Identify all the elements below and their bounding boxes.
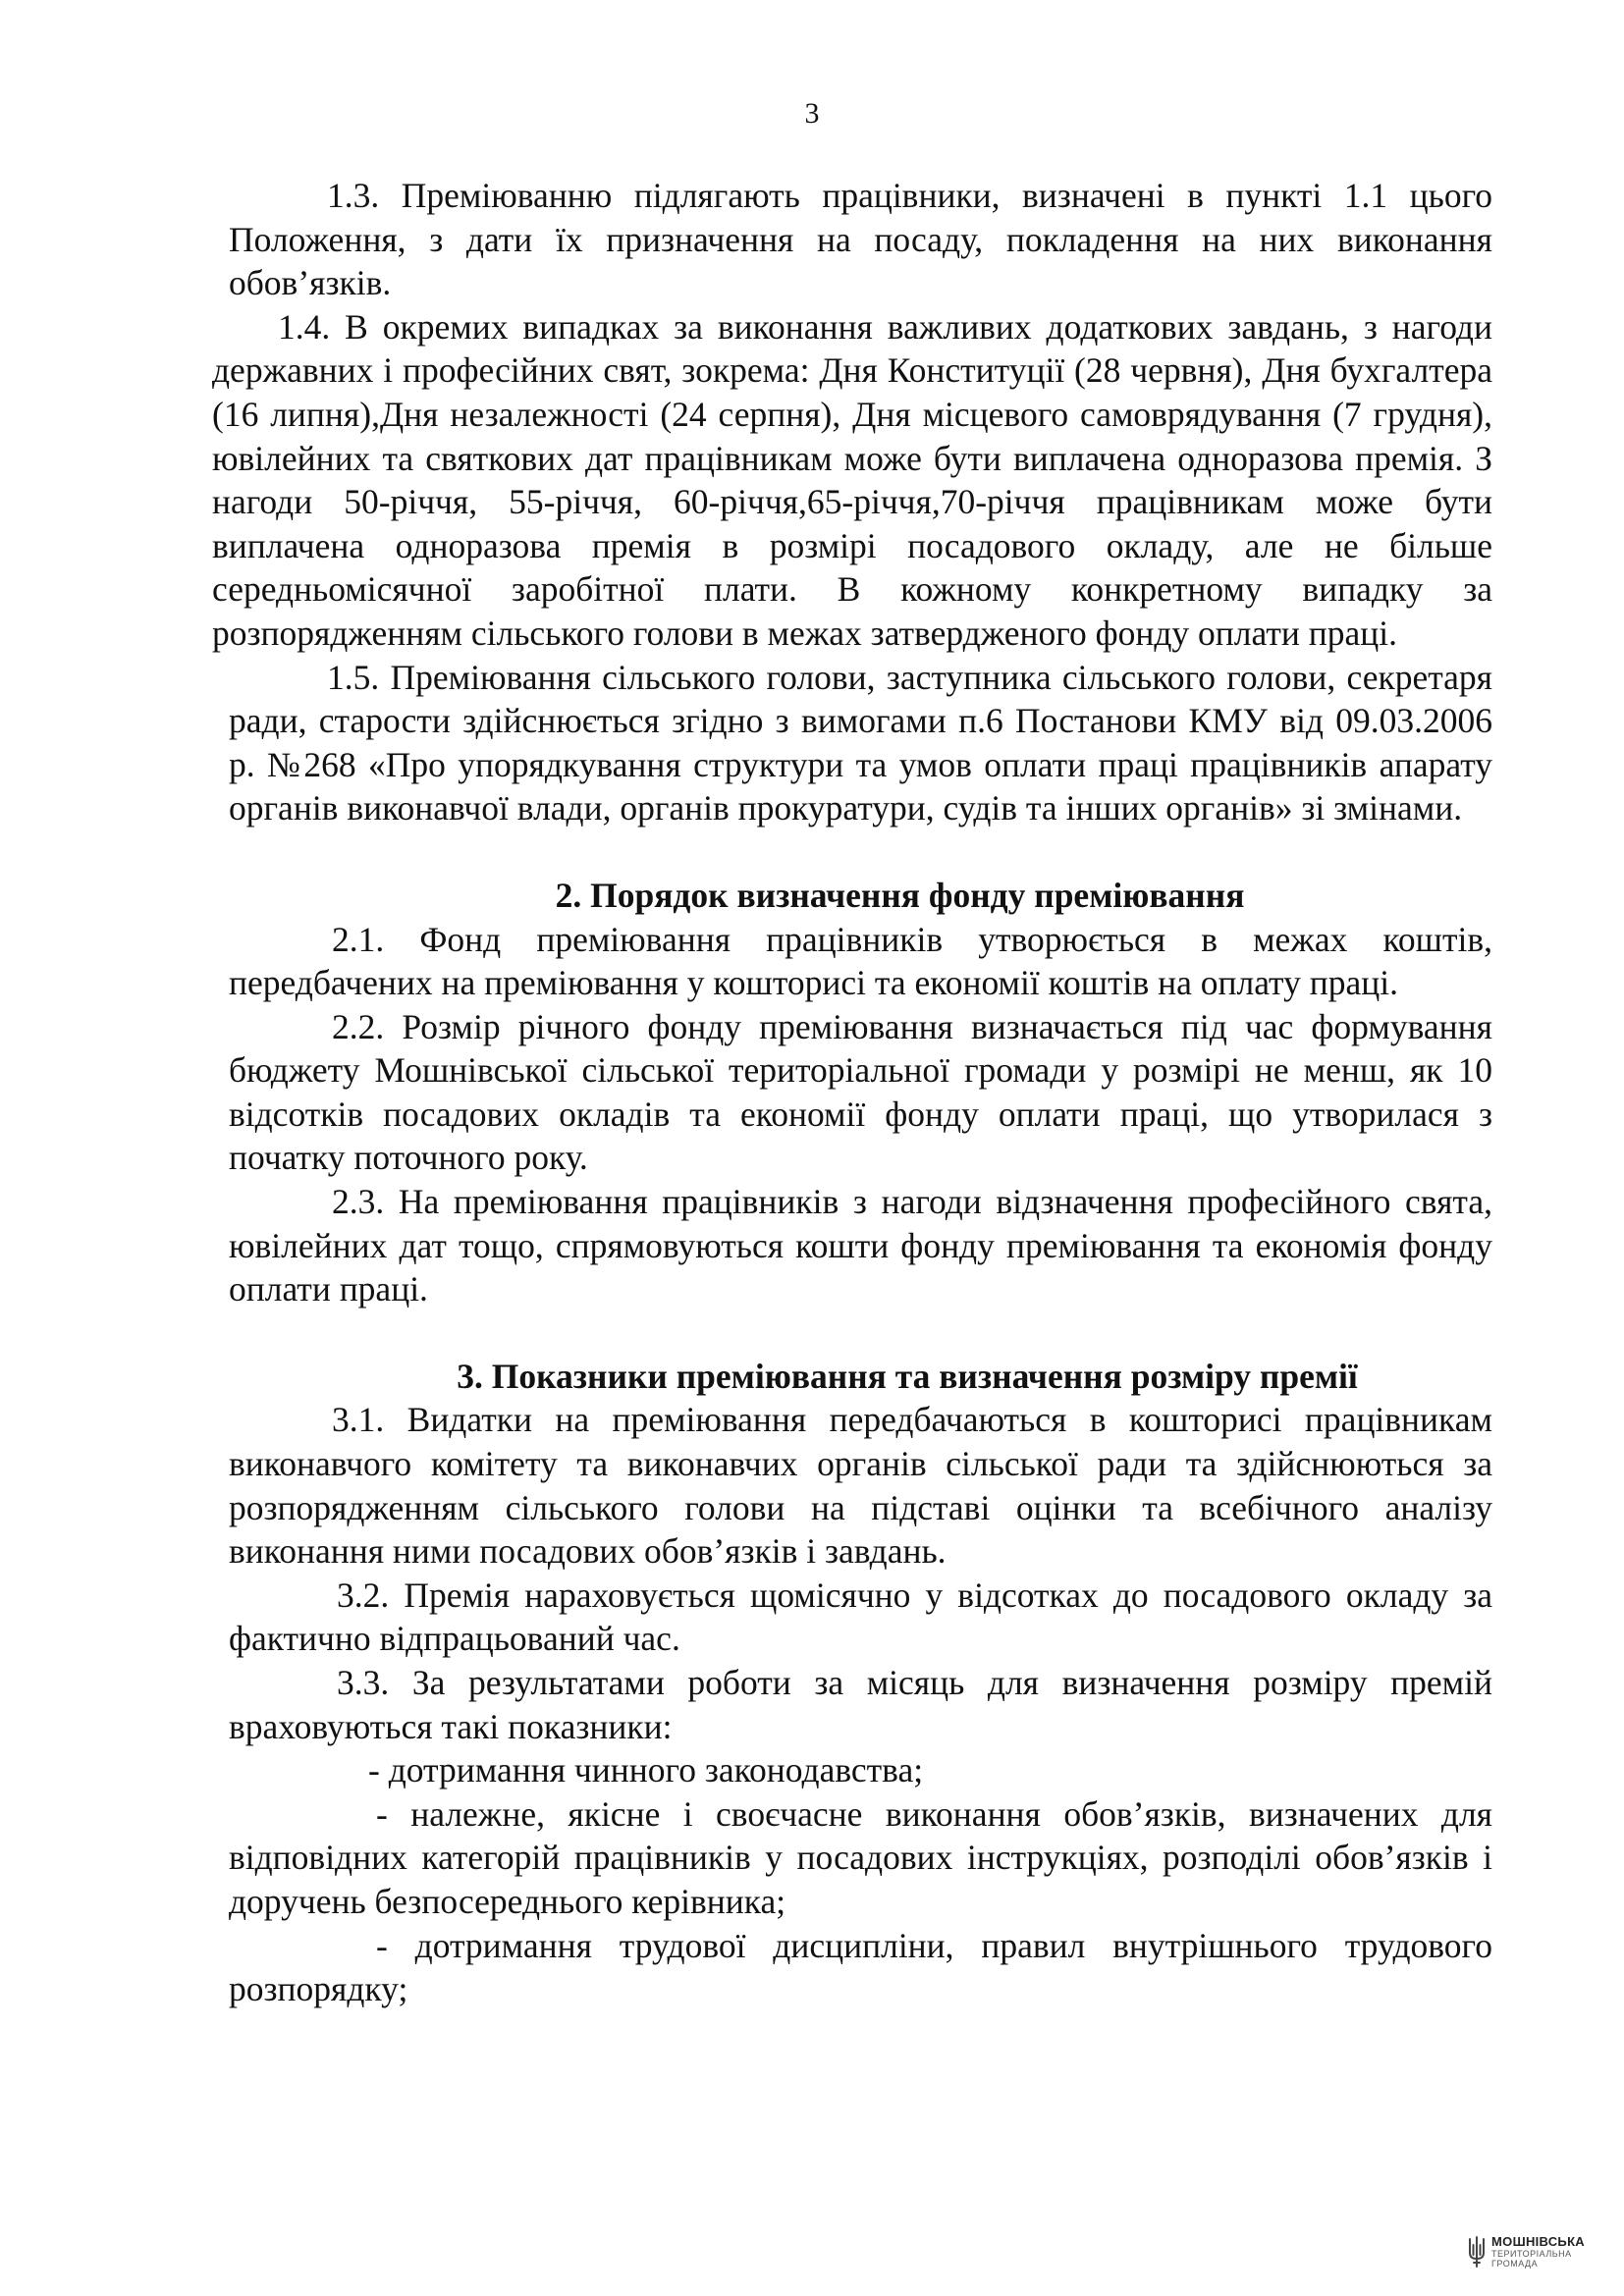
list-item: - дотримання трудової дисципліни, правил внутрішнього трудового розпорядку; [229, 1925, 1492, 2009]
page-number: 3 [804, 97, 820, 130]
section-heading-3: 3. Показники преміювання та визначення розміру премії [457, 1356, 1358, 1396]
paragraph-1-5: 1.5. Преміювання сільського голови, заступника сільського голови, секретаря ради, старости здійснюється згідно з вимогами п.6 Постанови КМУ від 09.03.2006 р. №268 «Про упорядкування структури та умов оплати праці працівників апарату органів виконавчої влади, органів прокуратури, судів та інших органів» зі змінами. [229, 657, 1492, 828]
trident-icon [1467, 2235, 1487, 2269]
paragraph-3-1: 3.1. Видатки на преміювання передбачаються в кошторисі працівникам виконавчого комітету та виконавчих органів сільської ради та здійснюються за розпорядженням сільського голови на підставі оцінки та всебічного аналізу виконання ними посадових обов’язків і завдань. [229, 1400, 1492, 1572]
document-body [212, 174, 1492, 2011]
community-logo [1467, 2235, 1585, 2269]
paragraph-1-3: 1.3. Преміюванню підлягають працівники, визначені в пункті 1.1 цього Положення, з дати їх призначення на посаду, покладення на них виконання обов’язків. [229, 176, 1492, 303]
paragraph-3-2: 3.2. Премія нараховується щомісячно у відсотках до посадового окладу за фактично відпрацьований час. [229, 1575, 1492, 1659]
paragraph-1-4: 1.4. В окремих випадках за виконання важливих додаткових завдань, з нагоди державних і професійних свят, зокрема: Дня Конституції (28 червня), Дня бухгалтера (16 липня),Дня незалежності (24 серпня), Дня місцевого самоврядування (7 грудня), ювілейних та святкових дат працівникам може бути виплачена одноразова премія. З нагоди 50-річчя, 55-річчя, 60-річчя,65-річчя,70-річчя працівникам може бути виплачена одноразова премія в розмірі посадового окладу, але не більше середньомісячної заробітної плати. В кожному конкретному випадку за розпорядженням сільського голови в межах затвердженого фонду оплати праці. [212, 306, 1492, 653]
logo-subtitle-line: ТЕРИТОРІАЛЬНА [1491, 2249, 1572, 2259]
logo-subtitle-line: ГРОМАДА [1491, 2259, 1539, 2269]
paragraph-3-3: 3.3. За результатами роботи за місяць для визначення розміру премій враховуються такі показники: [229, 1663, 1492, 1746]
list-item: - дотримання чинного законодавства; [368, 1750, 924, 1790]
paragraph-2-3: 2.3. На преміювання працівників з нагоди відзначення професійного свята, ювілейних дат тощо, спрямовуються кошти фонду преміювання та економія фонду оплати праці. [229, 1182, 1492, 1309]
section-heading-2: 2. Порядок визначення фонду преміювання [555, 875, 1245, 915]
list-item: - належне, якісне і своєчасне виконання обов’язків, визначених для відповідних категорій працівників у посадових інструкціях, розподілі обов’язків і доручень безпосереднього керівника; [229, 1793, 1492, 1921]
paragraph-2-2: 2.2. Розмір річного фонду преміювання визначається під час формування бюджету Мошнівської сільської територіальної громади у розмірі не менш, як 10 відсотків посадових окладів та економії фонду оплати праці, що утворилася з початку поточного року. [229, 1006, 1492, 1178]
paragraph-2-1: 2.1. Фонд преміювання працівників утворюється в межах коштів, передбачених на преміювання у кошторисі та економії коштів на оплату праці. [229, 919, 1492, 1003]
logo-name: МОШНІВСЬКА [1491, 2234, 1585, 2249]
